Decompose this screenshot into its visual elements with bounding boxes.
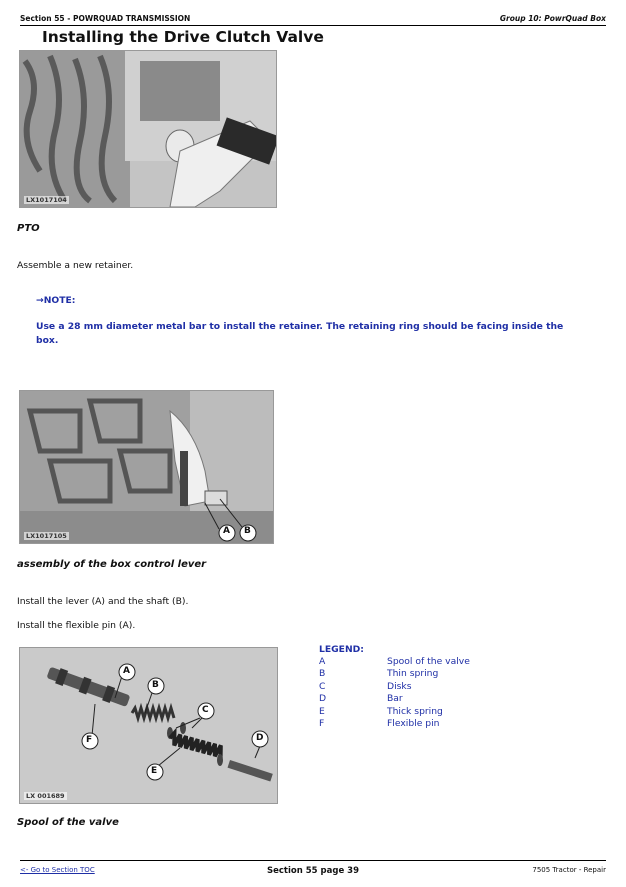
- spool-exploded-drawing: [20, 648, 277, 803]
- legend-value: Spool of the valve: [387, 656, 470, 667]
- callout-b: B: [152, 680, 159, 690]
- note-text: Use a 28 mm diameter metal bar to install the retainer. The retaining ring should be facing inside the box.: [36, 321, 564, 346]
- header-section: Section 55 - POWRQUAD TRANSMISSION: [20, 14, 191, 23]
- callout-b: B: [244, 526, 251, 536]
- legend-row: [319, 693, 403, 705]
- legend-row: [319, 717, 440, 730]
- footer-product: 7505 Tractor - Repair: [532, 866, 606, 874]
- pto-photo-drawing: [20, 51, 276, 207]
- legend-key: B: [319, 668, 326, 680]
- callout-d: D: [256, 733, 264, 743]
- figure-control-lever: [19, 390, 274, 544]
- page-title: Installing the Drive Clutch Valve: [42, 28, 324, 46]
- legend-row: [319, 668, 439, 680]
- header-group: Group 10: PowrQuad Box: [499, 14, 606, 23]
- legend-value: Thick spring: [387, 705, 443, 717]
- legend-heading: LEGEND:: [319, 644, 364, 655]
- legend-key: E: [319, 705, 325, 717]
- callout-a: A: [123, 666, 130, 676]
- step-text: Assemble a new retainer.: [17, 260, 134, 271]
- figure-label: LX1017105: [26, 532, 67, 540]
- legend-value: Bar: [387, 693, 403, 705]
- legend-row: [319, 656, 470, 668]
- figure-label: LX1017104: [26, 196, 67, 204]
- lever-photo-drawing: [20, 391, 273, 543]
- figure-caption: assembly of the box control lever: [17, 559, 207, 570]
- step-text: Install the flexible pin (A).: [17, 620, 136, 631]
- legend-value: Disks: [387, 680, 412, 692]
- footer-rule: [20, 860, 606, 861]
- figure-valve-spool: [19, 647, 278, 804]
- figure-caption: PTO: [17, 223, 40, 234]
- section-toc-link[interactable]: <- Go to Section TOC: [20, 866, 95, 874]
- figure-pto: [19, 50, 277, 208]
- legend-value: Thin spring: [387, 668, 439, 680]
- page-number: Section 55 page 39: [267, 866, 359, 876]
- legend-row: [319, 680, 412, 693]
- legend-key: C: [319, 680, 326, 692]
- figure-label: LX 001689: [26, 792, 65, 800]
- legend-value: Flexible pin: [387, 717, 440, 729]
- callout-f: F: [86, 735, 93, 745]
- callout-a: A: [223, 526, 230, 536]
- step-text: Install the lever (A) and the shaft (B).: [17, 596, 189, 607]
- header-rule: [20, 25, 606, 26]
- legend-key: D: [319, 693, 327, 705]
- figure-caption: Spool of the valve: [17, 817, 119, 828]
- legend-key: F: [319, 717, 325, 729]
- note-heading: →NOTE:: [36, 295, 76, 306]
- callout-e: E: [151, 766, 158, 776]
- legend-row: [319, 705, 443, 718]
- legend-key: A: [319, 656, 326, 667]
- legend: [319, 644, 470, 730]
- callout-c: C: [202, 705, 209, 715]
